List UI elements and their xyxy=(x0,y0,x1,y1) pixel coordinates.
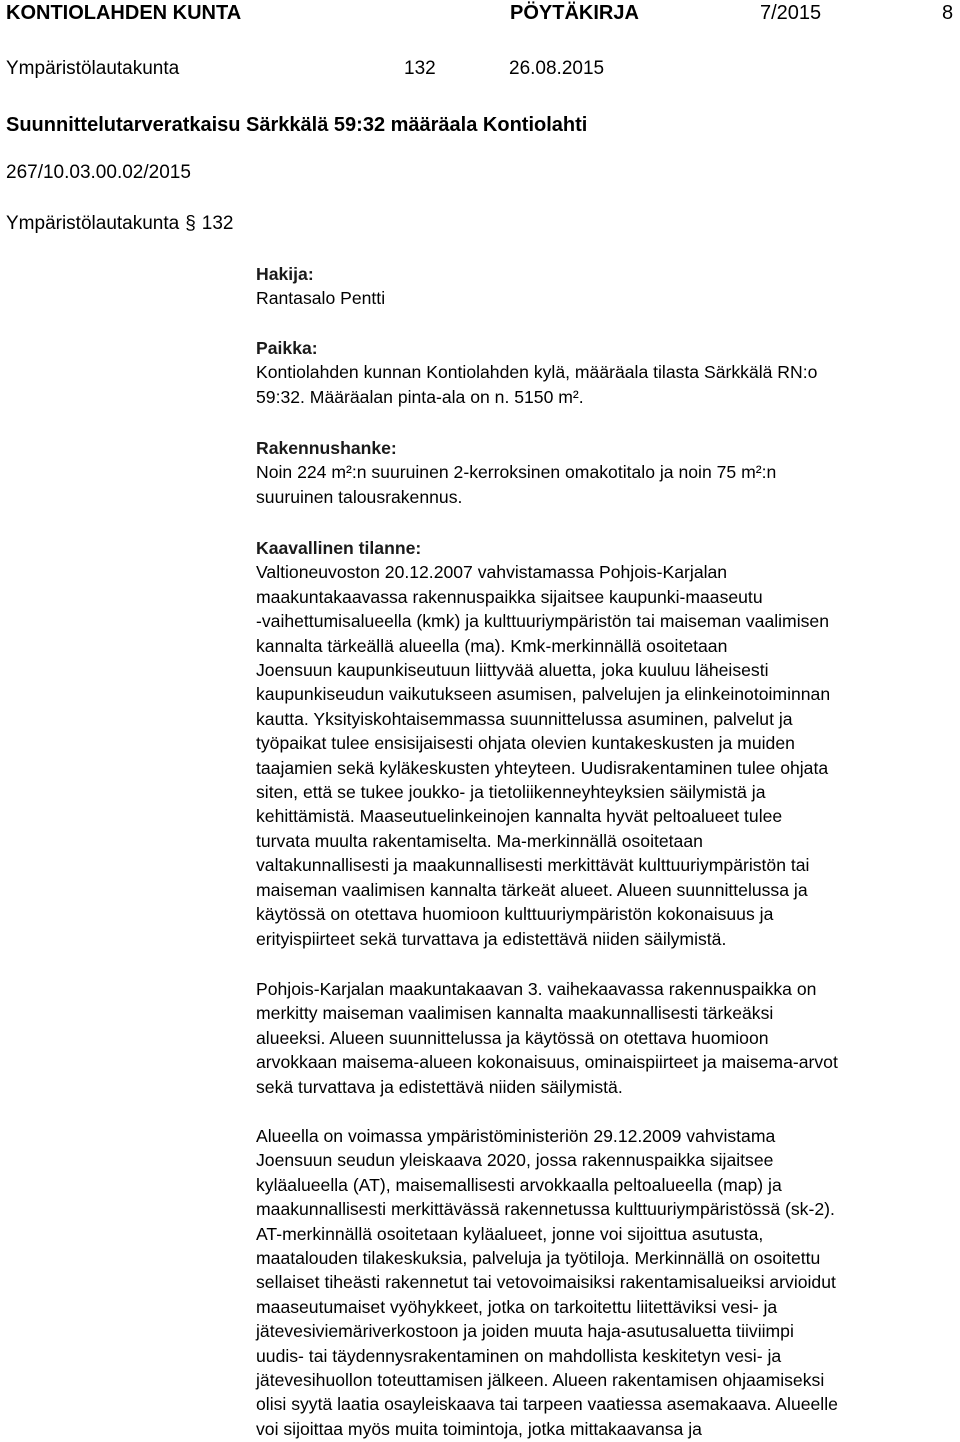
kaavallinen-block xyxy=(256,536,956,951)
matter-section-number: 132 xyxy=(201,213,234,234)
rakennushanke-block xyxy=(256,436,956,509)
matter-reference: 267/10.03.00.02/2015 xyxy=(6,162,191,183)
paragraph-3: Alueella on voimassa ympäristöministeriön 29.12.2009 vahvistama Joensuun seudun yleiskaava 2020, jossa rakennuspaikka sijaitsee kyläalueella (AT), maisemallisesti arvokkaalla peltoalueella (map) ja maakunnallisesti merkittävässä rakennetussa kulttuuriympäristössä (sk-2). AT-merkinnällä osoitetaan kyläalueet, jonne voi sijoittua asutusta, maatalouden tilakeskuksia, palveluja ja työtiloja. Merkinnällä on osoitettu sellaiset tiheästi rakennetut tai vetovoimaisiksi rakentamisalueiksi arvioidut maaseutumaiset vyöhykkeet, jotka on tarkoitettu liitettäviksi vesi- ja jätevesiviemäriverkostoon ja joiden muuta haja-asutusaluetta tiiviimpi uudis- tai täydennysrakentaminen on mahdollista keskitetyn vesi- ja jätevesihuollon toteuttamisen jälkeen. Alueen rakentamisen ohjaamiseksi olisi syytä laatia osayleiskaava tai tarpeen vaatiessa asemakaava. Alueelle voi sijoittaa myös muita toimintoja, jotka mittakaavansa ja xyxy=(256,1126,838,1439)
header-page-number: 8 xyxy=(942,2,954,24)
matter-board: Ympäristölautakunta xyxy=(6,213,180,234)
hakija-block xyxy=(256,262,956,311)
matter-board-line xyxy=(6,213,234,235)
rakennushanke-value: Noin 224 m²:n suuruinen 2-kerroksinen omakotitalo ja noin 75 m²:n suuruinen talousrakennus. xyxy=(256,462,777,507)
paikka-value: Kontiolahden kunnan Kontiolahden kylä, määräala tilasta Särkkälä RN:o 59:32. Määräalan pinta-ala on n. 5150 m². xyxy=(256,362,818,407)
header-org: KONTIOLAHDEN KUNTA xyxy=(6,2,242,24)
paikka-block xyxy=(256,336,956,409)
matter-title: Suunnittelutarveratkaisu Särkkälä 59:32 määräala Kontiolahti xyxy=(6,114,588,136)
paragraph-2: Pohjois-Karjalan maakuntakaavan 3. vaihekaavassa rakennuspaikka on merkitty maiseman vaalimisen kannalta maakunnallisesti tärkeäksi alueeksi. Alueen suunnittelussa ja käytössä on otettava huomioon arvokkaan maisema-alueen kokonaisuus, ominaispiirteet ja maisema-arvot sekä turvattava ja edistettävä niiden säilymistä. xyxy=(256,979,838,1097)
paikka-label: Paikka: xyxy=(256,338,318,358)
hakija-value: Rantasalo Pentti xyxy=(256,288,386,309)
hakija-label: Hakija: xyxy=(256,264,314,284)
rakennushanke-label: Rakennushanke: xyxy=(256,438,397,458)
subheader-board: Ympäristölautakunta xyxy=(6,58,180,79)
kaavallinen-label: Kaavallinen tilanne: xyxy=(256,538,422,558)
header-doc-type: PÖYTÄKIRJA xyxy=(510,2,639,24)
subheader-section-number: 132 xyxy=(404,58,436,79)
header-doc-number: 7/2015 xyxy=(760,2,822,24)
kaavallinen-value: Valtioneuvoston 20.12.2007 vahvistamassa Pohjois-Karjalan maakuntakaavassa rakennuspaikka sijaitsee kaupunki-maaseutu -vaihettumisalueella (kmk) ja kulttuuriympäristön tai maiseman vaalimisen kannalta tärkeällä alueella (ma). Kmk-merkinnällä osoitetaan Joensuun kaupunkiseutuun liittyvää aluetta, joka kuuluu läheisesti kaupunkiseudun vaikutukseen asumisen, palvelujen ja elinkeinotoiminnan kautta. Yksityiskohtaisemmassa suunnittelussa asuminen, palvelut ja työpaikat tulee ensisijaisesti ohjata olevien kuntakeskusten ja muiden taajamien sekä kyläkeskusten yhteyteen. Uudisrakentaminen tulee ohjata siten, että se tukee joukko- ja tietoliikenneyhteyksien säilymistä ja kehittämistä. Maaseutuelinkeinojen kannalta hyvät peltoalueet tulee turvata muulta rakentamiselta. Ma-merkinnällä osoitetaan valtakunnallisesti ja maakunnallisesti merkittävät kulttuuriympäristön tai maiseman vaalimisen kannalta tärkeät alueet. Alueen suunnittelussa ja käytössä on otettava huomioon kulttuuriympäristön kokonaisuus ja erityispiirteet sekä turvattava ja edistettävä niiden säilymistä. xyxy=(256,562,831,949)
subheader-date: 26.08.2015 xyxy=(509,58,605,79)
section-mark: § xyxy=(185,213,196,234)
